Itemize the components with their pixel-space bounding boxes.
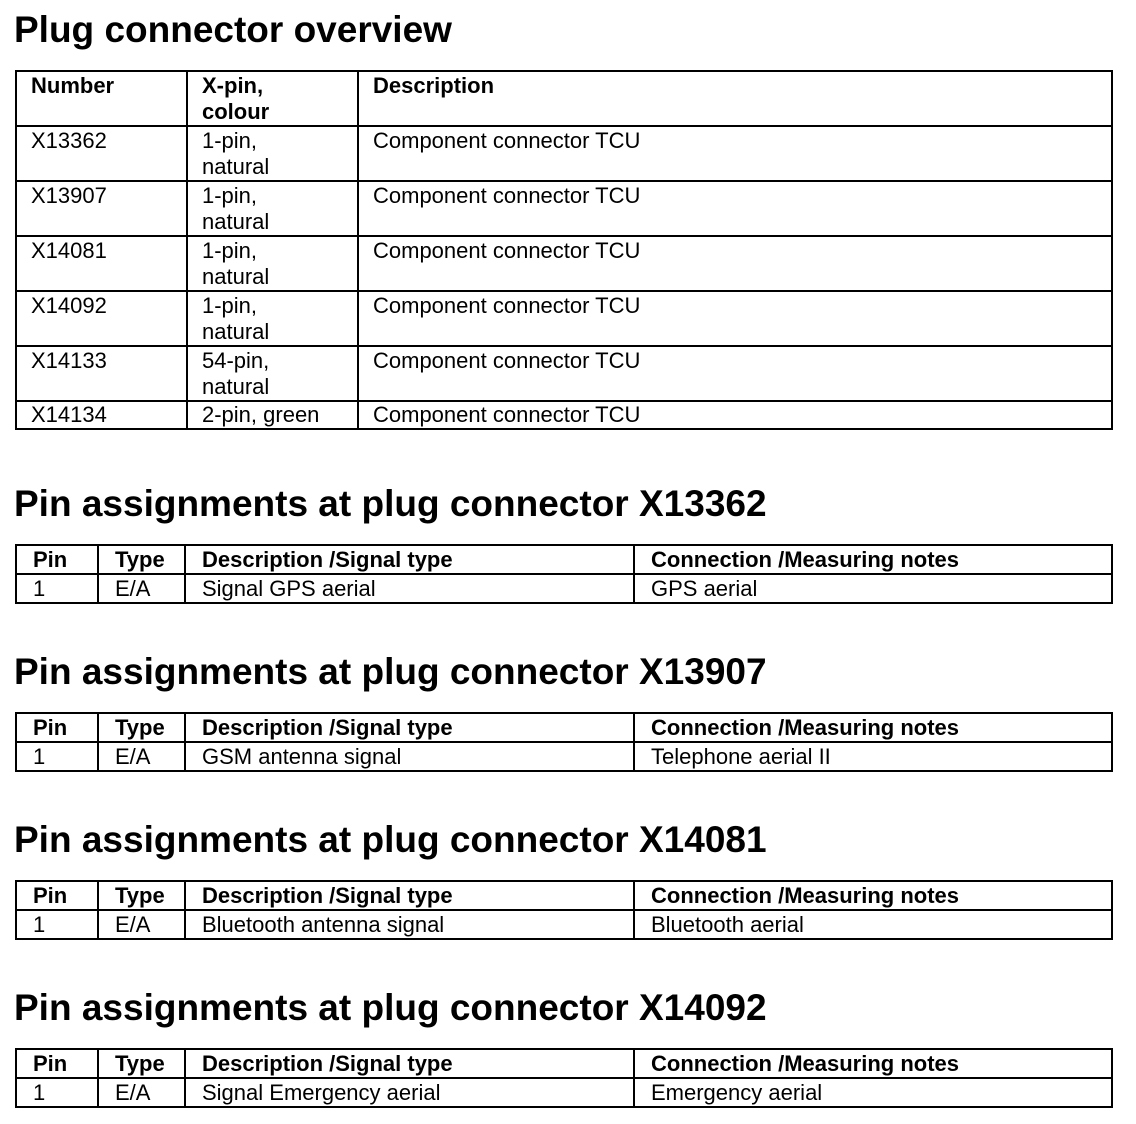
overview-xpin-cell — [187, 126, 358, 181]
overview-description-cell: Component connector TCU — [358, 126, 1112, 181]
connection-header: Connection /Measuring notes — [634, 881, 1112, 910]
overview-xpin-cell — [187, 346, 358, 401]
section-title: Pin assignments at plug connector X13907 — [14, 651, 767, 692]
section-title: Pin assignments at plug connector X14081 — [14, 819, 767, 860]
overview-xpin-line1: 1-pin, — [202, 293, 258, 318]
overview-xpin-line1: 54-pin, — [202, 348, 270, 373]
overview-title: Plug connector overview — [14, 9, 452, 50]
overview-table — [15, 70, 1113, 430]
pin-table-header-row — [16, 545, 1112, 574]
overview-description-cell: Component connector TCU — [358, 346, 1112, 401]
connection-header: Connection /Measuring notes — [634, 1049, 1112, 1078]
pin-header: Pin — [16, 881, 98, 910]
description-header: Description /Signal type — [185, 713, 634, 742]
table-row — [16, 910, 1112, 939]
pin-table-header-row — [16, 713, 1112, 742]
overview-number-cell: X14134 — [16, 401, 187, 429]
description-cell: Signal Emergency aerial — [185, 1078, 634, 1107]
pin-cell: 1 — [16, 910, 98, 939]
pin-table — [15, 1048, 1113, 1108]
overview-number-cell: X14092 — [16, 291, 187, 346]
description-header: Description /Signal type — [185, 545, 634, 574]
overview-number-cell: X13907 — [16, 181, 187, 236]
overview-xpin-line2: natural — [202, 154, 270, 179]
connection-cell: Emergency aerial — [634, 1078, 1112, 1107]
description-cell: Signal GPS aerial — [185, 574, 634, 603]
overview-xpin-line1: 1-pin, — [202, 238, 258, 263]
pin-header: Pin — [16, 1049, 98, 1078]
pin-table — [15, 712, 1113, 772]
table-row — [16, 126, 1112, 181]
connection-cell: Bluetooth aerial — [634, 910, 1112, 939]
overview-header-xpin-line1: X-pin, — [202, 73, 264, 98]
description-header: Description /Signal type — [185, 1049, 634, 1078]
overview-header-number: Number — [16, 71, 187, 126]
type-header: Type — [98, 881, 185, 910]
overview-description-cell: Component connector TCU — [358, 291, 1112, 346]
overview-xpin-line2: natural — [202, 319, 270, 344]
overview-header-description: Description — [358, 71, 1112, 126]
type-header: Type — [98, 545, 185, 574]
type-header: Type — [98, 713, 185, 742]
table-row — [16, 742, 1112, 771]
pin-table — [15, 544, 1113, 604]
pin-table-header-row — [16, 1049, 1112, 1078]
overview-header-xpin — [187, 71, 358, 126]
overview-xpin-cell — [187, 401, 358, 429]
pin-table-header-row — [16, 881, 1112, 910]
pin-header: Pin — [16, 713, 98, 742]
overview-xpin-cell — [187, 236, 358, 291]
overview-header-xpin-line2: colour — [202, 99, 270, 124]
connection-cell: GPS aerial — [634, 574, 1112, 603]
table-row — [16, 401, 1112, 429]
table-row — [16, 291, 1112, 346]
connection-cell: Telephone aerial II — [634, 742, 1112, 771]
connection-header: Connection /Measuring notes — [634, 545, 1112, 574]
overview-header-row — [16, 71, 1112, 126]
pin-cell: 1 — [16, 1078, 98, 1107]
pin-cell: 1 — [16, 574, 98, 603]
overview-xpin-cell — [187, 181, 358, 236]
table-row — [16, 181, 1112, 236]
overview-xpin-line1: 2-pin, green — [202, 402, 320, 427]
type-cell: E/A — [98, 574, 185, 603]
overview-number-cell: X14133 — [16, 346, 187, 401]
overview-number-cell: X14081 — [16, 236, 187, 291]
description-header: Description /Signal type — [185, 881, 634, 910]
table-row — [16, 346, 1112, 401]
type-cell: E/A — [98, 1078, 185, 1107]
overview-description-cell: Component connector TCU — [358, 181, 1112, 236]
description-cell: Bluetooth antenna signal — [185, 910, 634, 939]
overview-description-cell: Component connector TCU — [358, 401, 1112, 429]
overview-description-cell: Component connector TCU — [358, 236, 1112, 291]
type-cell: E/A — [98, 910, 185, 939]
overview-xpin-line2: natural — [202, 209, 270, 234]
overview-xpin-line1: 1-pin, — [202, 183, 258, 208]
connection-header: Connection /Measuring notes — [634, 713, 1112, 742]
table-row — [16, 574, 1112, 603]
type-cell: E/A — [98, 742, 185, 771]
table-row — [16, 236, 1112, 291]
pin-header: Pin — [16, 545, 98, 574]
overview-xpin-line2: natural — [202, 264, 270, 289]
overview-xpin-line1: 1-pin, — [202, 128, 258, 153]
section-title: Pin assignments at plug connector X14092 — [14, 987, 767, 1028]
pin-cell: 1 — [16, 742, 98, 771]
overview-xpin-line2: natural — [202, 374, 270, 399]
type-header: Type — [98, 1049, 185, 1078]
table-row — [16, 1078, 1112, 1107]
pin-table — [15, 880, 1113, 940]
section-title: Pin assignments at plug connector X13362 — [14, 483, 767, 524]
overview-number-cell: X13362 — [16, 126, 187, 181]
description-cell: GSM antenna signal — [185, 742, 634, 771]
overview-xpin-cell — [187, 291, 358, 346]
